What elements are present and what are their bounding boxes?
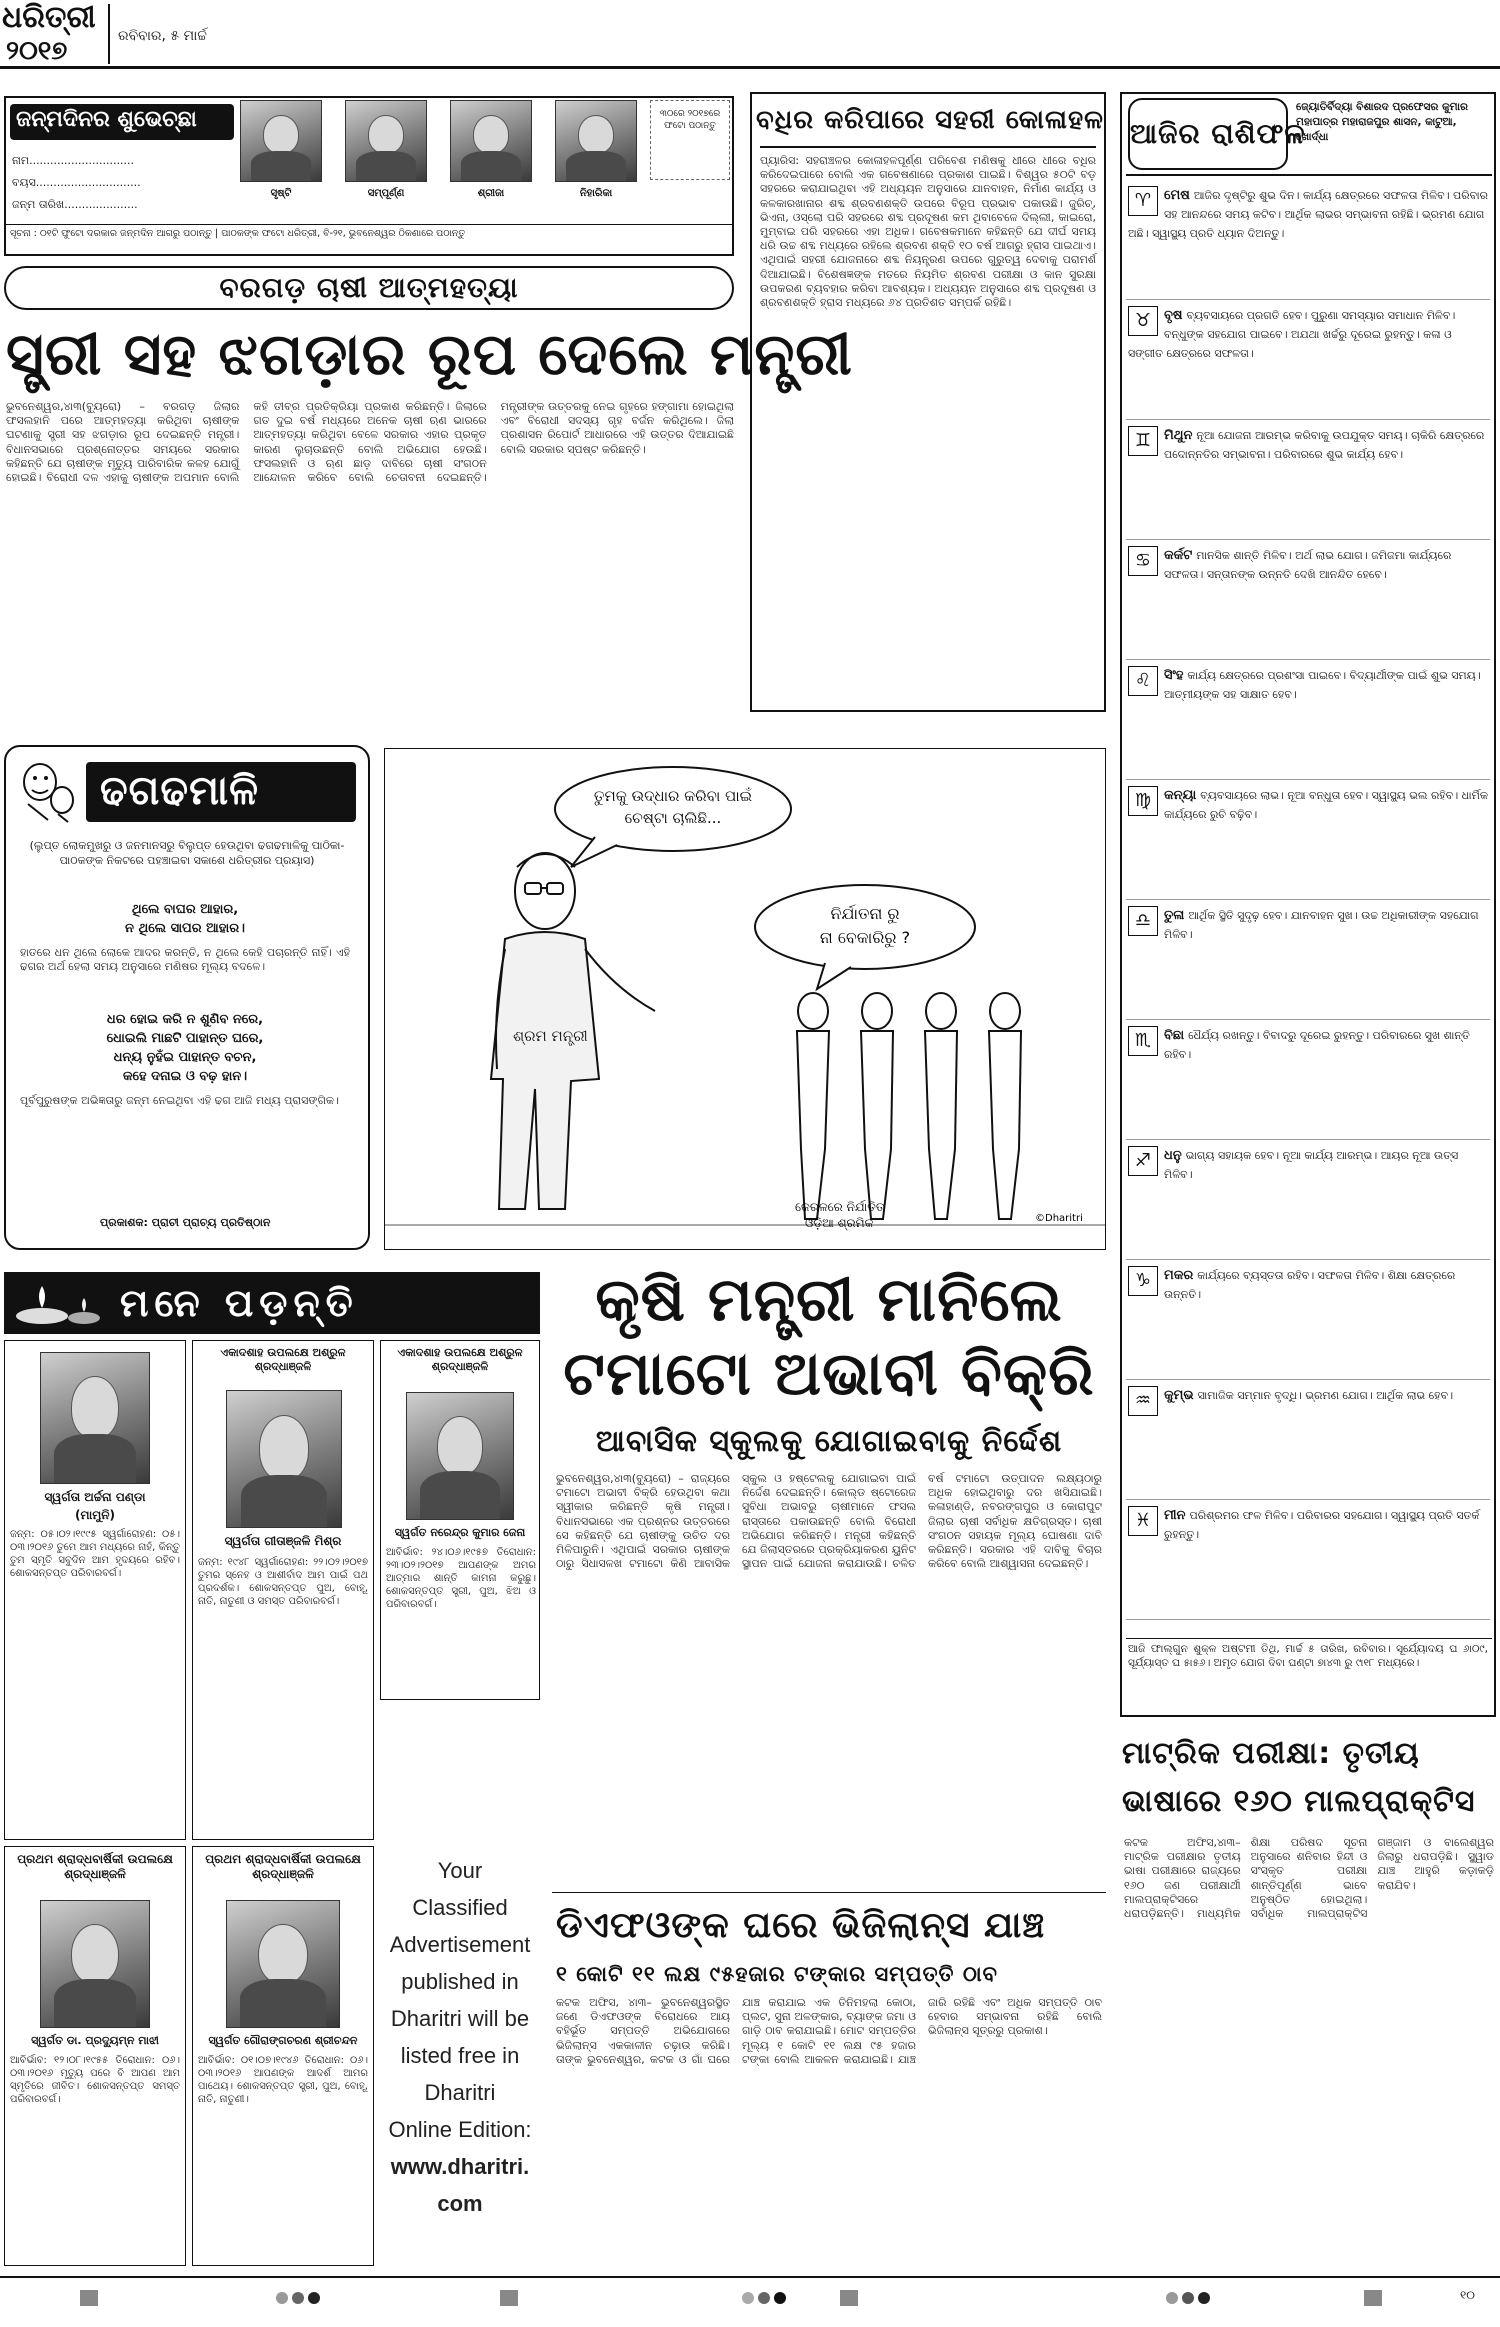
verse-2-line-4: କହେ ଦନାଇ ଓ ବଢ଼ ହାନ। bbox=[122, 1069, 248, 1084]
verse-2-line-3: ଧନ୍ୟ ନୁହଁଇ ପାହାନ୍ତ ବଚନ, bbox=[113, 1050, 257, 1065]
rashi-entry bbox=[1126, 300, 1490, 420]
year: ୨୦୧୭ bbox=[6, 36, 68, 66]
rashi-text: ଭାଗ୍ୟ ସହାୟକ ହେବ। ନୂଆ କାର୍ଯ୍ୟ ଆରମ୍ଭ। ଆୟର ନୂଆ ଉତ୍ସ ମିଳିବ। bbox=[1164, 1149, 1459, 1181]
vigilance-headline: ଡିଏଫଓଙ୍କ ଘରେ ଭିଜିଲାନ୍ସ ଯାଞ୍ଚ bbox=[556, 1905, 1046, 1946]
rashi-text: କାର୍ଯ୍ୟରେ ବ୍ୟସ୍ତତା ରହିବ। ସଫଳତା ମିଳିବ। ଶିକ୍ଷା କ୍ଷେତ୍ରରେ ଉନ୍ନତି। bbox=[1164, 1269, 1456, 1301]
obituary-2-photo bbox=[226, 1390, 342, 1528]
obituary-1-name: ସ୍ୱର୍ଗତା ଅର୍ଚ୍ଚନା ପଣ୍ଡା bbox=[44, 1490, 146, 1504]
rashi-symbol-icon: ♉ bbox=[1128, 306, 1158, 336]
farmer-kicker: ବରଗଡ଼ ଚାଷୀ ଆତ୍ମହତ୍ୟା bbox=[4, 266, 734, 310]
rashi-entry bbox=[1126, 780, 1490, 900]
lamp-icon bbox=[12, 1282, 102, 1326]
rashi-text: ଆର୍ଥିକ ସ୍ଥିତି ସୁଦୃଢ଼ ହେବ। ଯାନବାହନ ସୁଖ। ଉଚ୍ଚ ଅଧିକାରୀଙ୍କ ସହଯୋଗ ମିଳିବ। bbox=[1164, 909, 1479, 941]
kid-photo-4 bbox=[555, 100, 637, 182]
rashi-name: ବୃଷ bbox=[1164, 308, 1183, 323]
obituary-5-photo bbox=[226, 1900, 340, 2028]
krushi-headline-2: ଟମାଟୋ ଅଭାବୀ ବିକ୍ରି bbox=[563, 1339, 1095, 1409]
verse-1-line-2: ନ ଥିଲେ ସାପର ଆହାର। bbox=[125, 921, 245, 936]
rashi-entry bbox=[1126, 1260, 1490, 1380]
top-rule bbox=[0, 66, 1500, 69]
rashi-name: କୁମ୍ଭ bbox=[1164, 1388, 1194, 1403]
verse-1 bbox=[20, 900, 350, 938]
dhagadhamali-title: ଢଗଢମାଳି bbox=[86, 762, 356, 822]
speech-bubble-2 bbox=[755, 885, 975, 969]
rashi-entry bbox=[1126, 1380, 1490, 1500]
rashi-entry bbox=[1126, 540, 1490, 660]
obituary-1-sub: (ମାମୁନି) bbox=[75, 1508, 115, 1522]
kid-photo-1 bbox=[240, 100, 322, 182]
rashi-symbol-icon: ♍ bbox=[1128, 786, 1158, 816]
kid-name-4: ନିହାରିକା bbox=[579, 188, 613, 199]
rashi-text: ବ୍ୟବସାୟରେ ଲାଭ। ନୂଆ ବନ୍ଧୁତା ହେବ। ସ୍ୱାସ୍ଥ୍ୟ ଭଲ ରହିବ। ଧାର୍ମିକ କାର୍ଯ୍ୟରେ ରୁଚି ବଢ଼ିବ। bbox=[1164, 789, 1488, 821]
rashi-symbol-icon: ♑ bbox=[1128, 1266, 1158, 1296]
obituary-3-name: ସ୍ୱର୍ଗତ ନରେନ୍ଦ୍ର କୁମାର ଜେନା bbox=[394, 1526, 526, 1539]
obituary-3-photo bbox=[406, 1392, 514, 1520]
kid-photo-2 bbox=[345, 100, 427, 182]
classified-line-7: Dharitri bbox=[424, 2080, 496, 2105]
dhagadhamali-credit: ପ୍ରକାଶକ: ପ୍ରାଚୀ ପ୍ରାଚ୍ୟ ପ୍ରତିଷ୍ଠାନ bbox=[100, 1216, 271, 1229]
verse-2-line-1: ଧର ହୋଇ କରି ନ ଶୁଣିବ ନରେ, bbox=[106, 1012, 264, 1027]
rashi-name: କନ୍ୟା bbox=[1164, 788, 1197, 803]
rashi-entry bbox=[1126, 1500, 1490, 1620]
rashi-symbol-icon: ♈ bbox=[1128, 186, 1158, 216]
page-number: ୧୦ bbox=[1460, 2288, 1475, 2302]
obituary-4-text: ଆବିର୍ଭାବ: ୧୨।୦୮।୧୯୫୫ ତିରୋଧାନ: ୦୬।୦୩।୨୦୧୬ ମୃତ୍ୟୁ ପରେ ବି ଆପଣ ଆମ ସ୍ମୃତିରେ ଜୀବିତ। ଶୋକସନ୍ତପ୍ତ ସମସ୍ତ ପରିବାରବର୍ଗ। bbox=[10, 2055, 180, 2105]
obituary-2-name: ସ୍ୱର୍ଗତା ଗୀତାଞ୍ଜଳି ମିଶ୍ର bbox=[224, 1534, 342, 1548]
footer-rule bbox=[0, 2276, 1500, 2278]
vigilance-rule bbox=[552, 1892, 1106, 1893]
obituary-1-text: ଜନ୍ମ: ୦୫।୦୨।୧୯୯୫ ସ୍ୱର୍ଗାରୋହଣ: ୦୫।୦୩।୨୦୧୬ ତୁମେ ଆମ ମଧ୍ୟରେ ନାହଁ, କିନ୍ତୁ ତୁମ ସ୍ମୃତି ସବୁଦିନ ଆମ ହୃଦୟରେ ରହିବ। ଶୋକସନ୍ତପ୍ତ ପରିବାରବର୍ଗ। bbox=[10, 1529, 180, 1579]
krushi-body: ଭୁବନେଶ୍ୱର,୪ା୩(ବ୍ୟୁରୋ) – ରାଜ୍ୟରେ ଟମାଟୋ ଅଭାବୀ ବିକ୍ରି ହେଉଥିବା କଥା ସ୍ୱୀକାର କରିଛନ୍ତି କୃଷି ମନ୍ତ୍ରୀ। ବିଧାନସଭାରେ ଏକ ପ୍ରଶ୍ନର ଉତ୍ତରରେ ସେ କହିଛନ୍ତି ଯେ ଚାଷୀଙ୍କୁ ଉଚିତ ଦର ମିଳିପାରୁନି। ଏଥିପାଇଁ ସରକାର ଚାଷୀଙ୍କ ଠାରୁ ସିଧାସଳଖ ଟମାଟୋ କିଣି ଆବାସିକ ସ୍କୁଲ ଓ ହଷ୍ଟେଲକୁ ଯୋଗାଇବା ପାଇଁ ନିର୍ଦ୍ଦେଶ ଦେଇଛନ୍ତି। କୋଲ୍ଡ ଷ୍ଟୋରେଜ ସୁବିଧା ଅଭାବରୁ ଚାଷୀମାନେ ଫସଲ ରାସ୍ତାରେ ପକାଉଛନ୍ତି ବୋଲି ବିରୋଧୀ ଅଭିଯୋଗ କରିଛନ୍ତି। ମନ୍ତ୍ରୀ କହିଛନ୍ତି ଯେ ଜିଲାସ୍ତରରେ ପ୍ରକ୍ରିୟାକରଣ ୟୁନିଟ ସ୍ଥାପନ ପାଇଁ ଯୋଜନା କରାଯାଉଛି। ଚଳିତ ବର୍ଷ ଟମାଟୋ ଉତ୍ପାଦନ ଲକ୍ଷ୍ୟଠାରୁ ଅଧିକ ହୋଇଥିବାରୁ ଦର ଖସିଯାଇଛି। କଳାହାଣ୍ଡି, ନବରଙ୍ଗପୁର ଓ କୋରାପୁଟ ଜିଲାର ଚାଷୀ ସର୍ବାଧିକ କ୍ଷତିଗ୍ରସ୍ତ। ଚାଷୀ ସଂଗଠନ ସହାୟକ ମୂଲ୍ୟ ଘୋଷଣା ଦାବି କରିଛନ୍ତି। ସରକାର ଏହି ଦାବିକୁ ବିଚାର କରିବେ ବୋଲି ଆଶ୍ୱାସନା ଦେଇଛନ୍ତି। bbox=[556, 1472, 1102, 1571]
rashi-text: ବ୍ୟବସାୟରେ ପ୍ରଗତି ହେବ। ପୁରୁଣା ସମସ୍ୟାର ସମାଧାନ ମିଳିବ। ବନ୍ଧୁଙ୍କ ସହଯୋଗ ପାଇବେ। ଅଯଥା ଖର୍ଚ୍ଚରୁ ଦୂରେଇ ରୁହନ୍ତୁ। କଳା ଓ ସଙ୍ଗୀତ କ୍ଷେତ୍ରରେ ସଫଳତା। bbox=[1128, 309, 1456, 360]
form-age-label: ବୟସ.............................. bbox=[12, 176, 141, 189]
rashi-name: ତୁଳା bbox=[1164, 908, 1185, 923]
verse-1-line-1: ଥିଲେ ବାଘର ଆହାର, bbox=[131, 902, 239, 917]
rashi-name: ମେଷ bbox=[1164, 188, 1190, 203]
cartoon-copyright: ©Dharitri bbox=[1035, 1213, 1083, 1224]
classified-line-6: listed free in bbox=[400, 2043, 520, 2068]
obituary-2-heading: ଏକାଦଶାହ ଉପଲକ୍ଷେ ଅଶ୍ରୁଳ ଶ୍ରଦ୍ଧାଞ୍ଜଳି bbox=[220, 1346, 346, 1373]
rashifal-byline: ଜ୍ୟୋତିର୍ବିଦ୍ୟା ବିଶାରଦ ପ୍ରଫେସର କୁମାର ମହାପାତ୍ର ମହାରାଜପୁର ଶାସନ, କାଟୁଆ, ଖୋର୍ଦ୍ଧା bbox=[1296, 101, 1468, 143]
obituary-5-name: ସ୍ୱର୍ଗତ ଗୌରାଙ୍ଗଚରଣ ଶ୍ରୀଚନ୍ଦନ bbox=[208, 2034, 358, 2047]
form-dob-label: ଜନ୍ମ ତାରିଖ..................... bbox=[12, 198, 138, 211]
noise-headline: ବଧିର କରିପାରେ ସହରୀ କୋଳାହଳ bbox=[756, 105, 1104, 135]
krushi-headline-1: କୃଷି ମନ୍ତ୍ରୀ ମାନିଲେ bbox=[595, 1265, 1063, 1335]
classified-line-1: Your bbox=[437, 1858, 483, 1883]
kid-photo-3 bbox=[450, 100, 532, 182]
obituary-3-heading: ଏକାଦଶାହ ଉପଲକ୍ଷେ ଅଶ୍ରୁଳ ଶ୍ରଦ୍ଧାଞ୍ଜଳି bbox=[397, 1346, 523, 1373]
classified-line-8: Online Edition: bbox=[388, 2117, 532, 2142]
rashi-entry bbox=[1126, 1140, 1490, 1260]
farmer-headline: ସ୍ତ୍ରୀ ସହ ଝଗଡ଼ାର ରୂପ ଦେଲେ ମନ୍ତ୍ରୀ bbox=[6, 320, 853, 388]
obituary-4-heading: ପ୍ରଥମ ଶ୍ରାଦ୍ଧବାର୍ଷିକୀ ଉପଲକ୍ଷେ ଶ୍ରଦ୍ଧାଞ୍ଜଳି bbox=[17, 1852, 173, 1881]
rashi-text: ପରିଶ୍ରମର ଫଳ ମିଳିବ। ପରିବାରର ସହଯୋଗ। ସ୍ୱାସ୍ଥ୍ୟ ପ୍ରତି ସତର୍କ ରୁହନ୍ତୁ। bbox=[1164, 1509, 1480, 1541]
kid-name-3: ଶ୍ରୀଜା bbox=[477, 188, 505, 199]
rashi-text: ମାନସିକ ଶାନ୍ତି ମିଳିବ। ଅର୍ଥ ଲାଭ ଯୋଗ। ଜମିଜମା କାର୍ଯ୍ୟରେ ସଫଳତା। ସନ୍ତାନଙ୍କ ଉନ୍ନତି ଦେଖି ଆନନ୍ଦିତ ହେବେ। bbox=[1164, 549, 1452, 581]
verse-2 bbox=[20, 1010, 350, 1086]
classified-line-3: Advertisement bbox=[389, 1932, 531, 1957]
birthday-footer: ସୂଚନା : ୦୧ଟି ଫୁଟୋ ଦରକାର ଜନ୍ମଦିନ ଆଗରୁ ପଠାନ୍ତୁ | ପାଠକଙ୍କ ଫଟୋ ଧରିତ୍ରୀ, ବି-୨୧, ଭୁବନେଶ୍ୱର ଠିକଣାରେ ପଠାନ୍ତୁ bbox=[10, 228, 466, 239]
workers-group bbox=[797, 993, 1021, 1219]
obituary-5-heading: ପ୍ରଥମ ଶ୍ରାଦ୍ଧବାର୍ଷିକୀ ଉପଲକ୍ଷେ ଶ୍ରଦ୍ଧାଞ୍ଜଳି bbox=[205, 1852, 361, 1881]
paper-name: ଧରିତ୍ରୀ bbox=[2, 0, 96, 35]
rashi-text: କାର୍ଯ୍ୟ କ୍ଷେତ୍ରରେ ପ୍ରଶଂସା ପାଇବେ। ବିଦ୍ୟାର୍ଥୀଙ୍କ ପାଇଁ ଶୁଭ ସମୟ। ଆତ୍ମୀୟଙ୍କ ସହ ସାକ୍ଷାତ ହେବ। bbox=[1164, 669, 1481, 701]
rashi-name: ମକର bbox=[1164, 1268, 1194, 1283]
obituary-4-name: ସ୍ୱର୍ଗତ ଡା. ପ୍ରଦ୍ୟୁମ୍ନ ମାଝୀ bbox=[31, 2034, 159, 2047]
masthead-divider bbox=[108, 4, 110, 64]
bubble-2-line-1: ନିର୍ଯାତନା ରୁ bbox=[830, 904, 900, 923]
matric-body: କଟକ ଅଫିସ,୪ା୩– ମାଟ୍ରିକ ପରୀକ୍ଷାର ତୃତୀୟ ଭାଷା ପରୀକ୍ଷାରେ ରାଜ୍ୟରେ ୧୬୦ ଜଣ ପରୀକ୍ଷାର୍ଥୀ ମାଲପ୍ରାକ୍ଟିସରେ ଧରାପଡ଼ିଛନ୍ତି। ମାଧ୍ୟମିକ ଶିକ୍ଷା ପରିଷଦ ସୂଚନା ଅନୁସାରେ ଶନିବାର ହିନ୍ଦୀ ଓ ସଂସ୍କୃତ ପରୀକ୍ଷା ଶାନ୍ତିପୂର୍ଣ୍ଣ ଭାବେ ଅନୁଷ୍ଠିତ ହୋଇଥିଲା। ସର୍ବାଧିକ ମାଲପ୍ରାକ୍ଟିସ ଗଞ୍ଜାମ ଓ ବାଲେଶ୍ୱର ଜିଲାରୁ ଧରାପଡ଼ିଛି। ସ୍କ୍ୱାଡ ଯାଞ୍ଚ ଆହୁରି କଡ଼ାକଡ଼ି କରାଯିବ। bbox=[1124, 1836, 1494, 1921]
matric-headline-2: ଭାଷାରେ ୧୬୦ ମାଲପ୍ରାକ୍ଟିସ bbox=[1122, 1784, 1476, 1819]
krushi-subhead: ଆବାସିକ ସ୍କୁଲକୁ ଯୋଗାଇବାକୁ ନିର୍ଦ୍ଦେଶ bbox=[595, 1424, 1063, 1459]
rashifal-footer-rule bbox=[1126, 1638, 1492, 1639]
noise-rule bbox=[760, 146, 1096, 148]
rashi-symbol-icon: ♏ bbox=[1128, 1026, 1158, 1056]
mascot-icon bbox=[18, 760, 76, 824]
mane-padanti-title: ମନେ ପଡ଼ନ୍ତି bbox=[120, 1281, 359, 1325]
bubble-2-line-2: ନା ବେକାରିରୁ ? bbox=[819, 928, 911, 947]
rashi-symbol-icon: ♓ bbox=[1128, 1506, 1158, 1536]
classified-line-2: Classified bbox=[412, 1895, 508, 1920]
verse-1-explain: ହାତରେ ଧନ ଥିଲେ ଲୋକେ ଆଦର କରନ୍ତି, ନ ଥିଲେ କେହି ପଚାରନ୍ତି ନାହିଁ। ଏହି ଢଗର ଅର୍ଥ ହେଲା ସମୟ ଅନୁସାରେ ମଣିଷର ମୂଲ୍ୟ ବଦଳେ। bbox=[20, 946, 350, 974]
obituary-3-text: ଆବିର୍ଭାବ: ୨୪।୦୬।୧୯୫୭ ତିରୋଧାନ: ୨୩।୦୨।୨୦୧୭ ଆପଣଙ୍କ ଅମର ଆତ୍ମାର ଶାନ୍ତି କାମନା କରୁଛୁ। ଶୋକସନ୍ତପ୍ତ ସ୍ତ୍ରୀ, ପୁଅ, ଝିଅ ଓ ପରିବାରବର୍ଗ। bbox=[386, 1547, 536, 1610]
dhagadhamali-mascot bbox=[18, 760, 76, 824]
vigilance-body: କଟକ ଅଫିସ, ୪ା୩– ଭୁବନେଶ୍ୱରସ୍ଥିତ ଜଣେ ଡିଏଫଓଙ୍କ ବିରୋଧରେ ଆୟ ବହିର୍ଭୂତ ସମ୍ପତ୍ତି ଅଭିଯୋଗରେ ଭିଜିଲାନ୍ସ ଏକକାଳୀନ ଚଢ଼ାଉ କରିଛି। ତାଙ୍କ ଭୁବନେଶ୍ୱର, କଟକ ଓ ଗାଁ ଘରେ ଯାଞ୍ଚ କରାଯାଇ ଏକ ତିନିମହଲା କୋଠା, ପ୍ଲଟ, ସୁନା ଅଳଙ୍କାର, ବ୍ୟାଙ୍କ ଜମା ଓ ଗାଡ଼ି ଠାବ କରାଯାଇଛି। ମୋଟ ସମ୍ପତ୍ତିର ମୂଲ୍ୟ ୧ କୋଟି ୧୧ ଲକ୍ଷ ୯୫ ହଜାର ଟଙ୍କା ବୋଲି ଆକଳନ କରାଯାଇଛି। ଯାଞ୍ଚ ଜାରି ରହିଛି ଏବଂ ଅଧିକ ସମ୍ପତ୍ତି ଠାବ ହେବାର ସମ୍ଭାବନା ରହିଛି ବୋଲି ଭିଜିଲାନ୍ସ ସୂତ୍ରରୁ ପ୍ରକାଶ। bbox=[556, 1996, 1102, 2066]
date: ରବିବାର, ୫ ମାର୍ଚ୍ଚ bbox=[118, 28, 207, 44]
birthday-divider bbox=[6, 224, 732, 225]
rashifal-signs bbox=[1126, 180, 1490, 1620]
verse-2-line-2: ଧୋଇଲି ମାଛଟି ପାହାନ୍ତ ଘରେ, bbox=[106, 1031, 264, 1046]
caption-line-2: ଓଡ଼ିଆ ଶ୍ରମିକ bbox=[805, 1216, 874, 1230]
caption-line-1: କେରଳରେ ନିର୍ଯାତିତ bbox=[795, 1200, 885, 1214]
noise-body: ପ୍ୟାରିସ: ସହରାଞ୍ଚଳର କୋଳାହଳପୂର୍ଣ୍ଣ ପରିବେଶ ମଣିଷକୁ ଧୀରେ ଧୀରେ ବଧିର କରିଦେଇପାରେ ବୋଲି ଏକ ଗବେଷଣାରେ ପ୍ରକାଶ ପାଇଛି। ବିଶ୍ୱର ୫୦ଟି ବଡ଼ ସହରରେ କରାଯାଇଥିବା ଏହି ଅଧ୍ୟୟନ ଅନୁସାରେ ଯାନବାହନ, ନିର୍ମାଣ କାର୍ଯ୍ୟ ଓ କଳକାରଖାନାର ଶବ୍ଦ ଶ୍ରବଣଶକ୍ତି ଉପରେ ବିରୂପ ପ୍ରଭାବ ପକାଉଛି। ଜୁରିଚ୍, ଭିଏନା, ଓସ୍ଲୋ ପରି ସହରରେ ଶବ୍ଦ ପ୍ରଦୂଷଣ କମ ଥିବାବେଳେ ଦିଲ୍ଲୀ, କାଇରୋ, ମୁମ୍ବାଇ ପରି ସହରରେ ଏହା ଅଧିକ। ଗବେଷକମାନେ କହିଛନ୍ତି ଯେ ଦୀର୍ଘ ସମୟ ଧରି ଉଚ୍ଚ ଶବ୍ଦ ମଧ୍ୟରେ ରହିଲେ ଶ୍ରବଣ ଶକ୍ତି ୧୦ ବର୍ଷ ଆଗରୁ ହ୍ରାସ ପାଇଥାଏ। ଏଥିପାଇଁ ସହରୀ ଯୋଜନାରେ ଶବ୍ଦ ନିୟନ୍ତ୍ରଣ ଉପରେ ଗୁରୁତ୍ୱ ଦେବାକୁ ପରାମର୍ଶ ଦିଆଯାଇଛି। ବିଶେଷଜ୍ଞଙ୍କ ମତରେ ନିୟମିତ ଶ୍ରବଣ ପରୀକ୍ଷା ଓ କାନ ସୁରକ୍ଷା ଉପକରଣ ବ୍ୟବହାର କରିବା ଆବଶ୍ୟକ। ଅଧ୍ୟୟନ ଅନୁସାରେ ଶବ୍ଦ ପ୍ରଦୂଷଣ ଓ ଶ୍ରବଣଶକ୍ତି ହ୍ରାସ ମଧ୍ୟରେ ୬୪ ପ୍ରତିଶତ ସମ୍ପର୍କ ରହିଛି। bbox=[760, 154, 1096, 310]
obituary-4-photo bbox=[40, 1900, 150, 2028]
rashi-name: ବିଛା bbox=[1164, 1028, 1185, 1043]
rashifal-footer: ଆଜି ଫାଲ୍ଗୁନ ଶୁକ୍ଳ ଅଷ୍ଟମୀ ତିଥି, ମାର୍ଚ୍ଚ ୫ ତାରିଖ, ରବିବାର। ସୂର୍ଯ୍ୟୋଦୟ ଘ ୬ା୦୯, ସୂର୍ଯ୍ୟାସ୍ତ ଘ ୫ା୫୬। ଅମୃତ ଯୋଗ ଦିବା ଘଣ୍ଟା ୭ା୪୩ ରୁ ୯ା୧୮ ମଧ୍ୟରେ। bbox=[1128, 1643, 1488, 1669]
farmer-body: ଭୁବନେଶ୍ୱର,୪ା୩(ବ୍ୟୁରୋ) – ବରଗଡ଼ ଜିଲାର ଫସଲହାନି ପରେ ଆତ୍ମହତ୍ୟା କରିଥିବା ଚାଷୀଙ୍କ ଘଟଣାକୁ ସ୍ତ୍ରୀ ସହ ଝଗଡ଼ାର ରୂପ ଦେଇଛନ୍ତି ମନ୍ତ୍ରୀ। ବିଧାନସଭାରେ ପ୍ରଶ୍ନୋତ୍ତର ସମୟରେ ସରକାର କହିଛନ୍ତି ଯେ ଚାଷୀଙ୍କ ମୃତ୍ୟୁ ପାରିବାରିକ କଳହ ଯୋଗୁଁ ହୋଇଛି। ବିରୋଧୀ ଦଳ ଏହାକୁ ଚାଷୀଙ୍କ ଅପମାନ ବୋଲି କହି ତୀବ୍ର ପ୍ରତିକ୍ରିୟା ପ୍ରକାଶ କରିଛନ୍ତି। ଜିଲାରେ ଗତ ଦୁଇ ବର୍ଷ ମଧ୍ୟରେ ଅନେକ ଚାଷୀ ଋଣ ଭାରରେ ଆତ୍ମହତ୍ୟା କରିଥିବା ବେଳେ ସରକାର ଏହାର ପ୍ରକୃତ କାରଣ ଲୁଚାଉଛନ୍ତି ବୋଲି ଅଭିଯୋଗ ହେଉଛି। ଫସଲହାନି ଓ ଋଣ ଛାଡ଼ ଦାବିରେ ଚାଷୀ ସଂଗଠନ ଆନ୍ଦୋଳନ କରିବେ ବୋଲି ଚେତାବନୀ ଦେଇଛନ୍ତି। ମନ୍ତ୍ରୀଙ୍କ ଉତ୍ତରକୁ ନେଇ ଗୃହରେ ହଙ୍ଗାମା ହୋଇଥିଲା ଏବଂ ବିରୋଧୀ ସଦସ୍ୟ ଗୃହ ବର୍ଜନ କରିଥିଲେ। ଜିଲା ପ୍ରଶାସନ ରିପୋର୍ଟ ଆଧାରରେ ଏହି ଉତ୍ତର ଦିଆଯାଇଛି ବୋଲି ସରକାର ସ୍ପଷ୍ଟ କରିଛନ୍ତି। bbox=[6, 400, 734, 485]
rashi-symbol-icon: ♋ bbox=[1128, 546, 1158, 576]
kid-name-2: ସମ୍ପୂର୍ଣ୍ଣ bbox=[367, 188, 405, 199]
coupon-note: ୩୦ରେ ୨୦୧୭ରେ ଫଟୋ ପଠାନ୍ତୁ bbox=[659, 109, 721, 131]
bubble-1-line-2: ଚେଷ୍ଟା ଚାଲିଛି... bbox=[624, 809, 722, 827]
obituary-1-photo bbox=[40, 1352, 150, 1484]
rashi-text: ସାମାଜିକ ସମ୍ମାନ ବୃଦ୍ଧି। ଭ୍ରମଣ ଯୋଗ। ଆର୍ଥିକ ଲାଭ ହେବ। bbox=[1197, 1389, 1454, 1402]
rashi-name: ମିଥୁନ bbox=[1164, 428, 1193, 443]
obituary-2-text: ଜନ୍ମ: ୧୯୪୮ ସ୍ୱର୍ଗାରୋହଣ: ୨୨।୦୨।୨୦୧୭ ତୁମର ସ୍ନେହ ଓ ଆଶୀର୍ବାଦ ଆମ ପାଇଁ ପଥ ପ୍ରଦର୍ଶକ। ଶୋକସନ୍ତପ୍ତ ପୁଅ, ବୋହୂ, ନାତି, ନାତୁଣୀ ଓ ସମସ୍ତ ପରିବାରବର୍ଗ। bbox=[198, 1557, 368, 1607]
masthead bbox=[0, 0, 1500, 70]
rashi-entry bbox=[1126, 1020, 1490, 1140]
rashi-text: ଧୈର୍ଯ୍ୟ ରଖନ୍ତୁ। ବିବାଦରୁ ଦୂରେଇ ରୁହନ୍ତୁ। ପରିବାରରେ ସୁଖ ଶାନ୍ତି ରହିବ। bbox=[1164, 1029, 1470, 1061]
classified-url-1[interactable]: www.dharitri. bbox=[390, 2154, 530, 2179]
vigilance-subhead: ୧ କୋଟି ୧୧ ଲକ୍ଷ ୯୫ହଜାର ଟଙ୍କାର ସମ୍ପତ୍ତି ଠାବ bbox=[556, 1962, 998, 1986]
birthday-form bbox=[12, 150, 141, 216]
registration-marks bbox=[0, 2284, 1500, 2314]
matric-headline-1: ମାଟ୍ରିକ ପରୀକ୍ଷା: ତୃତୀୟ bbox=[1122, 1736, 1420, 1771]
form-name-label: ନାମ.............................. bbox=[12, 154, 134, 167]
rashi-symbol-icon: ♐ bbox=[1128, 1146, 1158, 1176]
rashi-entry bbox=[1126, 900, 1490, 1020]
rashi-entry bbox=[1126, 180, 1490, 300]
minister-label: ଶ୍ରମ ମନ୍ତ୍ରୀ bbox=[513, 1027, 588, 1045]
cartoon-drawing bbox=[385, 749, 1105, 1249]
verse-2-explain: ପୂର୍ବପୁରୁଷଙ୍କ ଅଭିଜ୍ଞତାରୁ ଜନ୍ମ ନେଇଥିବା ଏହି ଢଗ ଆଜି ମଧ୍ୟ ପ୍ରାସଙ୍ଗିକ। bbox=[20, 1094, 339, 1107]
rashi-name: କର୍କଟ bbox=[1164, 548, 1193, 563]
rashifal-rule bbox=[1126, 174, 1492, 176]
rashi-symbol-icon: ♒ bbox=[1128, 1386, 1158, 1416]
rashi-symbol-icon: ♎ bbox=[1128, 906, 1158, 936]
kid-name-1: ସୃଷ୍ଟି bbox=[270, 188, 292, 199]
classified-line-4: published in bbox=[401, 1969, 519, 1994]
rashi-text: ଆଜିର ଦୃଷ୍ଟିରୁ ଶୁଭ ଦିନ। କାର୍ଯ୍ୟ କ୍ଷେତ୍ରରେ ସଫଳତା ମିଳିବ। ପରିବାର ସହ ଆନନ୍ଦରେ ସମୟ କଟିବ। ଆର୍ଥିକ ଲାଭର ସମ୍ଭାବନା ରହିଛି। ଭ୍ରମଣ ଯୋଗ ଅଛି। ସ୍ୱାସ୍ଥ୍ୟ ପ୍ରତି ଧ୍ୟାନ ଦିଅନ୍ତୁ। bbox=[1128, 189, 1488, 240]
rashi-entry bbox=[1126, 420, 1490, 540]
classified-ad[interactable] bbox=[380, 1844, 540, 2264]
bubble-1-line-1: ତୁମକୁ ଉଦ୍ଧାର କରିବା ପାଇଁ bbox=[593, 787, 753, 805]
rashi-name: ମୀନ bbox=[1164, 1508, 1186, 1523]
dhagadhamali-intro: (ଲୁପ୍ତ ଲୋକମୁଖରୁ ଓ ଜନମାନସରୁ ବିଲୁପ୍ତ ହେଉଥିବା ଢଗଢମାଳିକୁ ପାଠିକା-ପାଠକଙ୍କ ନିକଟରେ ପହଞ୍ଚାଇବା ସକାଶେ ଧରିତ୍ରୀର ପ୍ରୟାସ) bbox=[29, 839, 345, 867]
rashi-text: ନୂଆ ଯୋଜନା ଆରମ୍ଭ କରିବାକୁ ଉପଯୁକ୍ତ ସମୟ। ଚାକିରି କ୍ଷେତ୍ରରେ ପଦୋନ୍ନତିର ସମ୍ଭାବନା। ପରିବାରରେ ଶୁଭ କାର୍ଯ୍ୟ ହେବ। bbox=[1164, 429, 1485, 461]
rashifal-title: ଆଜିର ରାଶିଫଳ bbox=[1128, 98, 1288, 170]
classified-line-5: Dharitri will be bbox=[390, 2006, 530, 2031]
obituary-5-text: ଆବିର୍ଭାବ: ୦୧।୦୭।୧୯୪୬ ତିରୋଧାନ: ୦୬।୦୩।୨୦୧୬ ଆପଣଙ୍କ ଆଦର୍ଶ ଆମର ପାଥେୟ। ଶୋକସନ୍ତପ୍ତ ସ୍ତ୍ରୀ, ପୁଅ, ବୋହୂ, ନାତି, ନାତୁଣୀ। bbox=[198, 2055, 368, 2105]
rashi-entry bbox=[1126, 660, 1490, 780]
rashi-name: ଧନୁ bbox=[1164, 1148, 1182, 1163]
classified-url-2[interactable]: com bbox=[437, 2191, 483, 2216]
rashi-symbol-icon: ♊ bbox=[1128, 426, 1158, 456]
rashi-symbol-icon: ♌ bbox=[1128, 666, 1158, 696]
birthday-title: ଜନ୍ମଦିନର ଶୁଭେଚ୍ଛା bbox=[10, 104, 234, 140]
rashi-name: ସିଂହ bbox=[1164, 668, 1184, 683]
